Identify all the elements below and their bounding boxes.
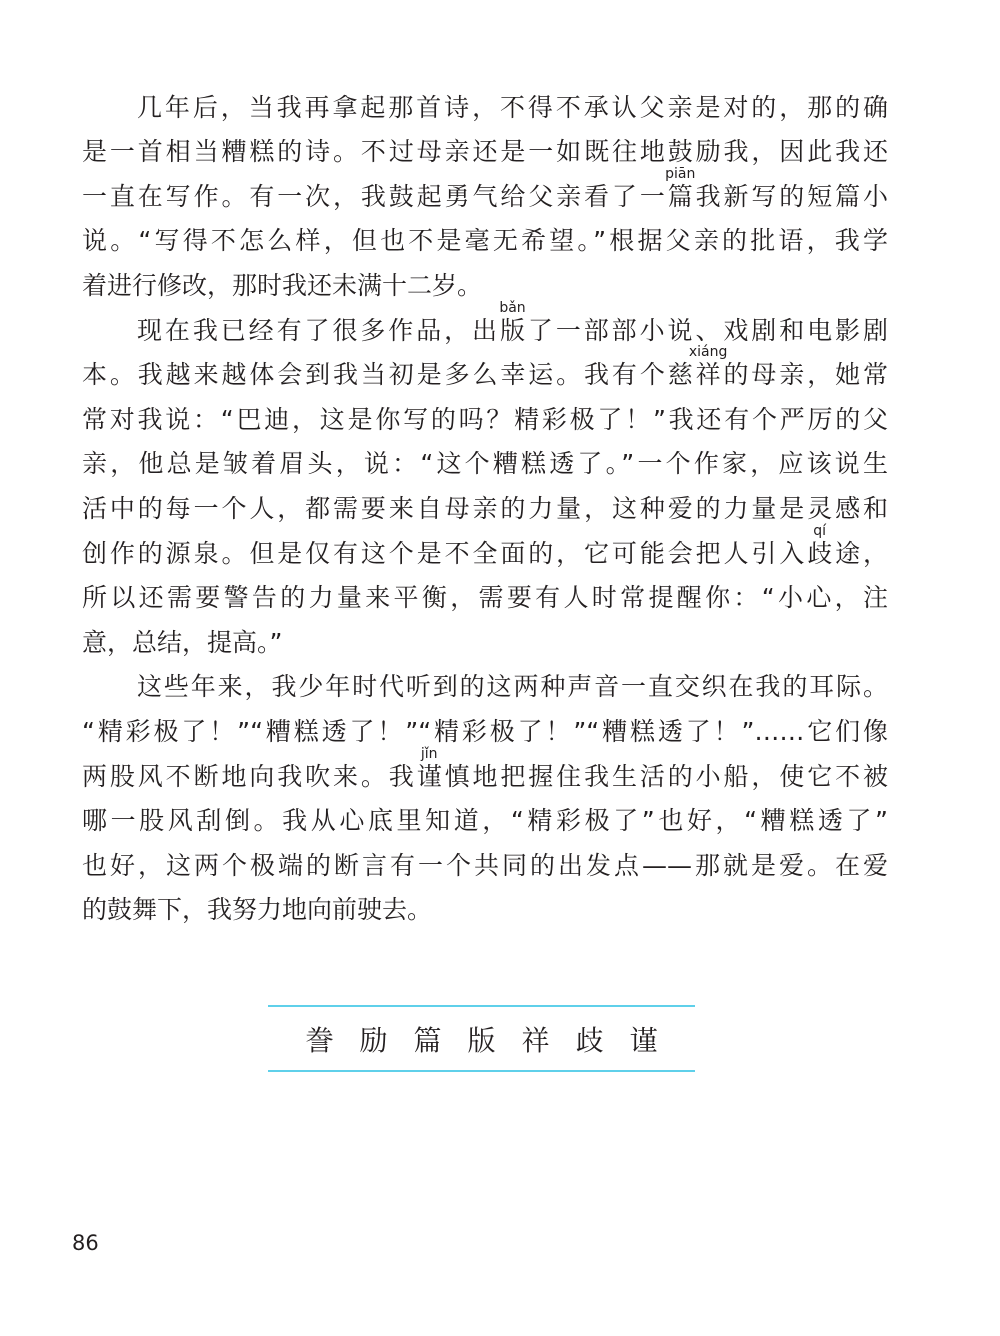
text-segment: 一直在写作。有一次，我鼓起勇气给父亲看了一 (82, 181, 668, 211)
character: 谨 (416, 761, 442, 791)
text-line (82, 77, 888, 122)
text-segment: 现在我已经有了很多作品，出 (137, 315, 500, 345)
pinyin: bǎn (499, 299, 526, 316)
text-line (82, 701, 888, 746)
page-number: 86 (72, 1231, 99, 1255)
text-segment: 意，总结，提高。” (82, 627, 283, 657)
text-line (82, 434, 888, 479)
text-segment: 活中的每一个人，都需要来自母亲的力量，这种爱的力量是灵感和 (82, 493, 888, 523)
text-line (82, 345, 888, 390)
text-line (82, 478, 888, 523)
text-segment: 着进行修改，那时我还未满十二岁。 (82, 270, 483, 300)
vocab-character: 励 (359, 1023, 388, 1057)
text-segment: 了一部部小说、戏剧和电影剧 (525, 315, 888, 345)
pinyin: qí (813, 522, 827, 539)
text-line (82, 166, 888, 211)
text-line (82, 255, 888, 300)
character: 篇 (667, 181, 693, 211)
text-line (82, 612, 888, 657)
text-segment: 这些年来，我少年时代听到的这两种声音一直交织在我的耳际。 (137, 672, 888, 702)
character: 歧 (807, 538, 833, 568)
text-line (82, 122, 888, 167)
text-segment: 几年后，当我再拿起那首诗，不得不承认父亲是对的，那的确 (137, 92, 888, 122)
text-segment: 说。“写得不怎么样，但也不是毫无希望。”根据父亲的批语，我学 (82, 226, 888, 256)
text-segment: 的鼓舞下，我努力地向前驶去。 (82, 895, 433, 925)
vocab-character: 篇 (413, 1023, 442, 1057)
pinyin: jǐn (420, 745, 438, 762)
vocab-character: 誊 (305, 1023, 334, 1057)
text-segment: 本。我越来越体会到我当初是多么幸运。我有个慈 (82, 360, 696, 390)
character: 版 (499, 315, 525, 345)
pinyin: piān (665, 165, 696, 182)
text-segment: 是一首相当糟糕的诗。不过母亲还是一如既往地鼓励我，因此我还 (82, 137, 888, 167)
text-segment: “精彩极了！”“糟糕透了！”“精彩极了！”“糟糕透了！”……它们像 (82, 716, 888, 746)
character: 祥 (695, 360, 721, 390)
text-segment: 常对我说：“巴迪，这是你写的吗？精彩极了！”我还有个严厉的父 (82, 404, 888, 434)
text-line (82, 835, 888, 880)
vocabulary-box (268, 1005, 695, 1072)
annotated-character (416, 745, 442, 791)
annotated-character (688, 344, 728, 390)
text-segment: 也好，这两个极端的断言有一个共同的出发点——那就是爱。在爱 (82, 850, 888, 880)
text-line (82, 300, 888, 345)
vocab-character: 版 (467, 1023, 496, 1057)
text-line (82, 657, 888, 702)
body-text (82, 77, 888, 924)
annotated-character (499, 299, 526, 345)
text-line (82, 389, 888, 434)
text-segment: 我新写的短篇小 (692, 181, 888, 211)
text-segment: 的母亲，她常 (720, 360, 888, 390)
text-line (82, 880, 888, 925)
vocab-character: 祥 (521, 1023, 550, 1057)
text-segment: 途， (832, 538, 888, 568)
text-segment: 哪一股风刮倒。我从心底里知道，“精彩极了”也好，“糟糕透了” (82, 806, 888, 836)
vocab-character: 歧 (575, 1023, 604, 1057)
text-segment: 所以还需要警告的力量来平衡，需要有人时常提醒你：“小心，注 (82, 583, 888, 613)
text-line (82, 568, 888, 613)
text-line (82, 523, 888, 568)
text-segment: 亲，他总是皱着眉头，说：“这个糟糕透了。”一个作家，应该说生 (82, 449, 888, 479)
pinyin: xiáng (688, 344, 728, 361)
text-line (82, 791, 888, 836)
text-segment: 创作的源泉。但是仅有这个是不全面的，它可能会把人引入 (82, 538, 808, 568)
text-segment: 慎地把握住我生活的小船，使它不被 (441, 761, 888, 791)
text-line (82, 746, 888, 791)
annotated-character (807, 522, 833, 568)
annotated-character (665, 165, 696, 211)
text-line (82, 211, 888, 256)
text-segment: 两股风不断地向我吹来。我 (82, 761, 417, 791)
vocab-character: 谨 (629, 1023, 658, 1057)
